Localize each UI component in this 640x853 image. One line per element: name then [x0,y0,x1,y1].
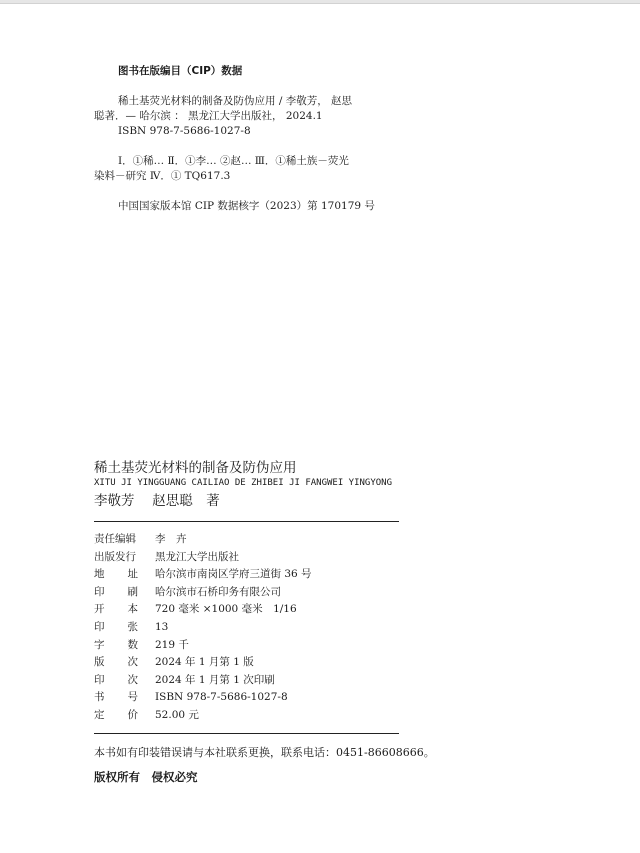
copyright-notice: 版权所有 侵权必究 [94,770,198,784]
top-edge-line [0,0,640,4]
info-label-part: 地 [94,568,105,581]
info-label-part: 址 [127,568,138,581]
info-label [94,531,155,549]
info-label-part: 印 [94,673,105,686]
book-title-pinyin: XITU JI YINGGUANG CAILIAO DE ZHIBEI JI FANGWEI YINGYONG [94,478,393,488]
info-value: 2024 年 1 月第 1 版 [155,656,254,669]
info-row [94,637,399,655]
info-label [94,601,138,619]
info-row [94,654,399,672]
cip-record-line: 稀土基荧光材料的制备及防伪应用 / 李敬芳， 赵思 [118,95,353,107]
info-label [94,689,138,707]
cip-record-line: 聪著．— 哈尔滨 ： 黑龙江大学出版社， 2024.1 [94,110,323,122]
info-label-part: 次 [127,673,138,686]
info-label-part: 本 [127,603,138,616]
info-label [94,637,138,655]
book-authors: 李敬芳 赵思聪 著 [94,493,220,509]
info-value: 219 千 [155,638,189,651]
info-label [94,654,138,672]
info-label [94,549,155,567]
info-value: ISBN 978-7-5686-1027-8 [155,691,288,704]
info-row [94,689,399,707]
info-value: 李 卉 [155,533,187,545]
info-row [94,566,399,584]
cip-title: 图书在版编目（CIP）数据 [118,65,243,77]
info-label-part: 印 [94,620,105,633]
info-value: 哈尔滨市石桥印务有限公司 [155,585,281,598]
info-label [94,566,138,584]
divider-top [94,521,399,522]
info-row [94,531,399,549]
info-value: 黑龙江大学出版社 [155,550,239,563]
info-label [94,707,138,725]
info-label [94,619,138,637]
info-label-part: 版 [94,656,105,669]
info-value: 2024 年 1 月第 1 次印刷 [155,673,275,686]
info-label-part: 张 [127,620,138,633]
info-label-part: 出版发行 [94,550,136,563]
replacement-notice: 本书如有印装错误请与本社联系更换，联系电话：0451-86608666。 [94,746,435,759]
info-label-part: 数 [127,638,138,651]
info-value: 哈尔滨市南岗区学府三道街 36 号 [155,568,312,581]
cip-cataloging-number: 中国国家版本馆 CIP 数据核字（2023）第 170179 号 [118,200,375,212]
info-row [94,549,399,567]
publication-info-table [94,531,399,725]
info-label [94,584,138,602]
info-value: 13 [155,620,169,633]
info-row [94,584,399,602]
info-row [94,707,399,725]
cip-subject-line: Ⅰ．①稀… Ⅱ．①李… ②赵… Ⅲ．①稀土族－荧光 [118,155,349,167]
book-title: 稀土基荧光材料的制备及防伪应用 [94,460,297,476]
cip-record [94,94,434,139]
info-label-part: 印 [94,585,105,598]
cip-block [94,64,434,229]
info-label [94,672,138,690]
info-label-part: 字 [94,638,105,651]
info-row [94,601,399,619]
cip-subject-line: 染料－研究 Ⅳ．① TQ617.3 [94,170,231,182]
info-label-part: 次 [127,656,138,669]
cip-cataloging [94,199,434,214]
cip-isbn: ISBN 978-7-5686-1027-8 [118,125,251,137]
info-label-part: 责任编辑 [94,533,136,545]
info-value: 52.00 元 [155,708,199,721]
info-label-part: 价 [127,708,138,721]
info-label-part: 开 [94,603,105,616]
divider-bottom [94,733,399,734]
info-row [94,672,399,690]
info-value: 720 毫米 ×1000 毫米 1/16 [155,603,297,616]
cip-subjects [94,154,434,184]
info-label-part: 刷 [127,585,138,598]
book-heading [94,459,514,511]
info-label-part: 定 [94,708,105,721]
info-row [94,619,399,637]
info-label-part: 号 [127,691,138,704]
info-label-part: 书 [94,691,105,704]
